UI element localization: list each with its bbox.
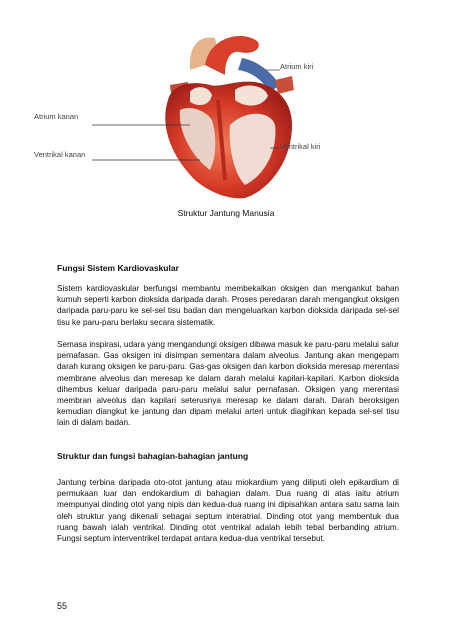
section-heading: Fungsi Sistem Kardiovaskular xyxy=(57,263,179,273)
paragraph: Semasa inspirasi, udara yang mengandungi oksigen dibawa masuk ke paru-paru melalui salur pernafasan. Gas oksigen ini disimpan sementara dalam alveolus. Jantung akan mengepam darah kurang oksigen ke paru-paru. Gas-gas oksigen dan karbon dioksida meresap merentasi membrane alveolus dan meresap ke dalam darah melalui kapilari-kapilari. Karbon dioksida dihembus keluar daripada paru-paru melalui salur pernafasan. Oksigen yang merentasi membran alveolus dan kapilari seterusnya meresap ke dalam darah. Darah beroksigen kemudian diangkut ke jantung dan dipam melalui arteri untuk diagihkan kepada sel-sel tisu lain di dalam badan. xyxy=(57,340,399,428)
heart-diagram xyxy=(30,30,430,200)
label-atrium-kiri: Atrium kiri xyxy=(280,62,314,71)
paragraph: Sistem kardiovaskular berfungsi membantu membekalkan oksigen dan mengankut bahan kumuh seperti karbon dioksida daripada darah. Proses peredaran darah mengangkut oksigen daripada paru-paru ke sel-sel tisu badan dan mengeluarkan karbon dioksida daripada sel-sel tisu ke paru-paru berlaku secara sistematik. xyxy=(57,284,399,327)
label-atrium-kanan: Atrium kanan xyxy=(34,112,79,121)
figure-caption: Struktur Jantung Manusia xyxy=(177,208,275,218)
page-number: 55 xyxy=(57,601,68,611)
label-ventrikal-kiri: Ventrikal kiri xyxy=(280,142,321,151)
paragraph: Jantung terbina daripada oto-otot jantung atau miokardium yang diliputi oleh epikardium di permukaan luar dan endokardium di bahagian dalam. Dua ruang di atas iaitu atrium mempunyai dinding otot yang nipis dan kedua-dua ruang ini dipisahkan antara satu sama lain oleh struktur yang dikenali sebagai septum interatrial. Dinding otot yang membentuk dua ruang bawah ialah ventrikal. Dinding otot ventrikal adalah lebih tebal berbanding atrium. Fungsi septum interventrikel terdapat antara kedua-dua ventrikal tersebut. xyxy=(57,478,399,544)
section-heading: Struktur dan fungsi bahagian-bahagian jantung xyxy=(57,451,249,461)
heart-illustration xyxy=(30,30,430,200)
label-ventrikal-kanan: Ventrikal kanan xyxy=(34,150,86,159)
